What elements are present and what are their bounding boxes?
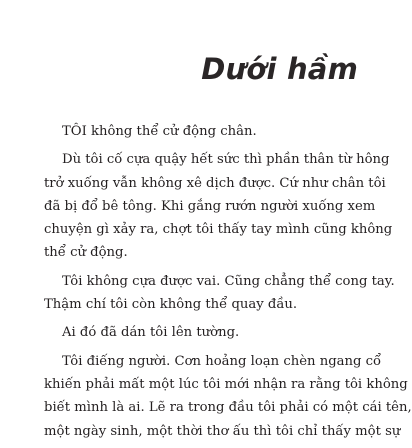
- text-line: Thậm chí tôi còn không thể quay đầu.: [44, 297, 298, 313]
- text-line: Tôi điếng người. Cơn hoảng loạn chèn ngang cổ: [62, 353, 382, 369]
- text-line: đã bị đổ bê tông. Khi gắng rướn người xuống xem: [44, 198, 376, 214]
- text-line: thể cử động.: [44, 245, 128, 261]
- paragraph-2: [44, 148, 393, 264]
- text-line: Tôi không cựa được vai. Cũng chẳng thể cong tay.: [62, 273, 395, 289]
- text-line: chuyện gì xảy ra, chợt tôi thấy tay mình cũng không: [44, 222, 393, 238]
- text-line: biết mình là ai. Lẽ ra trong đầu tôi phải có một cái tên,: [44, 400, 412, 416]
- text-line: Dù tôi cố cựa quậy hết sức thì phần thân từ hông: [62, 152, 390, 168]
- chapter-title: Dưới hầm: [201, 52, 358, 86]
- text-line: Ai đó đã dán tôi lên tường.: [62, 325, 240, 341]
- paragraph-4: [44, 321, 360, 344]
- text-line: khiến phải mất một lúc tôi mới nhận ra rằng tôi không: [44, 376, 408, 392]
- chapter-body: [44, 120, 412, 448]
- paragraph-3: [44, 270, 395, 317]
- text-line: trở xuống vẫn không xê dịch được. Cứ như chân tôi: [44, 175, 386, 191]
- text-line: TÔI không thể cử động chân.: [62, 124, 257, 139]
- text-line: một ngày sinh, một thời thơ ấu thì tôi chỉ thấy một sự: [44, 423, 401, 439]
- paragraph-1: [44, 120, 360, 143]
- paragraph-5: [44, 350, 412, 443]
